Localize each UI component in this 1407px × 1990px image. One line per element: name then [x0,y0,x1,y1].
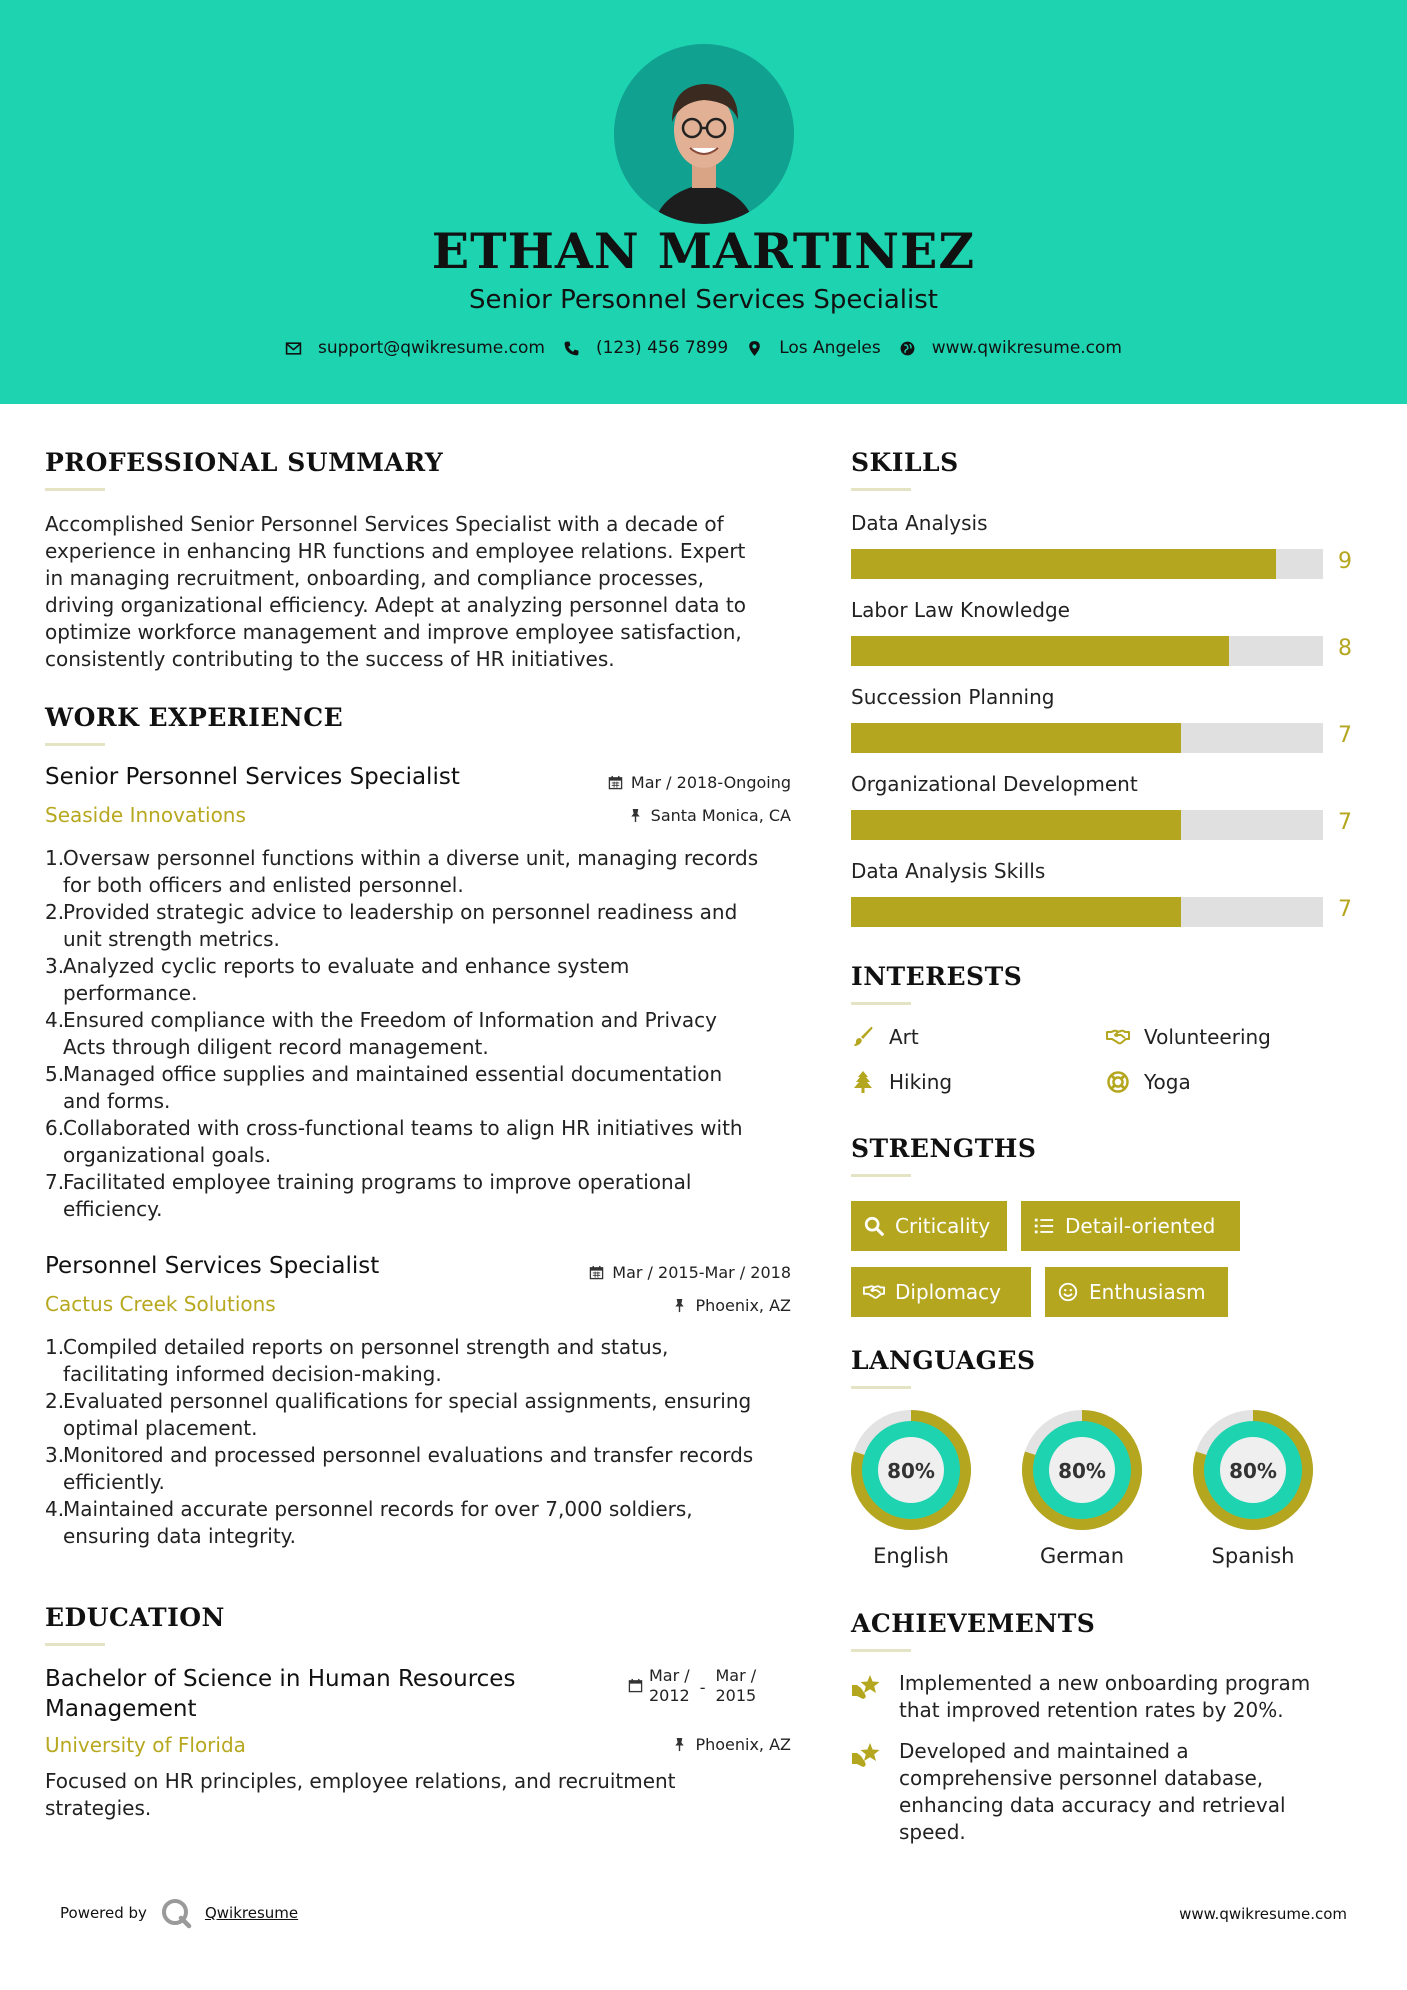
skills-rule [851,488,911,491]
qwikresume-link[interactable]: Qwikresume [204,1904,299,1922]
languages-heading: LANGUAGES [851,1346,1036,1375]
education-location: Phoenix, AZ [560,1735,791,1754]
company-name: Seaside Innovations [45,803,246,827]
achievements-heading: ACHIEVEMENTS [851,1609,1096,1638]
strengths-heading: STRENGTHS [851,1134,1037,1163]
donut-wrapper [1168,1408,1338,1532]
education-date: Mar / 2012 - Mar / 2015 [628,1666,756,1706]
job-bullets [45,845,805,1223]
strengths-rule [851,1174,911,1177]
language-donut [1020,1408,1144,1532]
interests-rule [851,1002,911,1005]
skill-score: 7 [1338,810,1352,835]
job-date: Mar / 2018-Ongoing [560,773,791,792]
skill-bar-track [851,636,1323,666]
donut-percent-label: 80% [1229,1459,1277,1483]
language-item [1168,1408,1338,1568]
list-item: 7. Facilitated employee training programs to improve operational efficiency. [45,1170,692,1221]
profile-photo [614,44,794,224]
job-date: Mar / 2015-Mar / 2018 [540,1263,791,1282]
list-icon [1033,1215,1055,1237]
list-item: 6. Collaborated with cross-functional teams to align HR initiatives with organizational goals. [45,1116,743,1167]
contact-email[interactable] [285,338,545,358]
language-donut [1191,1408,1315,1532]
donut-wrapper [997,1408,1167,1532]
skill-score: 7 [1338,897,1352,922]
contact-email-text: support@qwikresume.com [318,338,545,358]
language-item [826,1408,996,1568]
interest-item-hiking: Hiking [851,1070,952,1094]
education-description: Focused on HR principles, employee relations, and recruitment strategies. [45,1769,676,1820]
interest-item-volunteering: Volunteering [1106,1025,1271,1049]
language-label: German [1039,1544,1125,1568]
star-hand-icon [851,1672,883,1702]
candidate-title: Senior Personnel Services Specialist [469,285,938,315]
education-heading: EDUCATION [45,1603,225,1632]
skill-bar-fill [851,897,1181,927]
skill-label: Organizational Development [851,772,1138,796]
strength-tag-diplomacy: Diplomacy [851,1267,1031,1317]
search-icon [863,1215,885,1237]
calendar-icon [608,775,623,790]
pushpin-icon [672,1298,687,1313]
contact-phone[interactable] [563,338,728,358]
donut-wrapper [826,1408,996,1532]
job-bullets [45,1334,805,1550]
list-item: 1. Compiled detailed reports on personnel strength and status, facilitating informed decision-making. [45,1335,669,1386]
achievement-item: Developed and maintained a comprehensive personnel database, enhancing data accuracy and retrieval speed. [851,1738,1371,1846]
contact-location [746,338,881,358]
education-rule [45,1643,105,1646]
calendar-icon [628,1678,643,1693]
contact-phone-text: (123) 456 7899 [595,338,729,358]
list-item: 1. Oversaw personnel functions within a diverse unit, managing records for both officers and enlisted personnel. [45,846,759,897]
skill-bar-fill [851,723,1181,753]
contact-location-text: Los Angeles [779,338,881,358]
achievement-item: Implemented a new onboarding program that improved retention rates by 20%. [851,1670,1371,1724]
globe-icon [899,340,916,357]
life-ring-icon [1106,1070,1130,1094]
job-location: Santa Monica, CA [560,806,791,825]
skills-heading: SKILLS [851,448,959,477]
language-item [997,1408,1167,1568]
skill-score: 8 [1338,636,1352,661]
skill-bar-track [851,723,1323,753]
phone-icon [563,340,580,357]
interest-item-yoga: Yoga [1106,1070,1191,1094]
strength-tag-criticality: Criticality [851,1201,1007,1251]
tree-icon [851,1070,875,1094]
school-name: University of Florida [45,1733,246,1757]
skill-label: Data Analysis [851,511,988,535]
list-item: 3. Monitored and processed personnel evaluations and transfer records efficiently. [45,1443,754,1494]
candidate-name: ETHAN MARTINEZ [431,222,976,280]
qwikresume-logo-icon [159,1896,193,1930]
languages-rule [851,1386,911,1389]
company-name: Cactus Creek Solutions [45,1292,276,1316]
language-label: English [873,1544,949,1568]
skill-bar-fill [851,810,1181,840]
achievements-rule [851,1649,911,1652]
job-title: Personnel Services Specialist [45,1253,380,1279]
interests-heading: INTERESTS [851,962,1023,991]
contact-bar [0,338,1407,358]
strength-tag-enthusiasm: Enthusiasm [1045,1267,1228,1317]
handshake-icon [1106,1025,1130,1049]
language-label: Spanish [1211,1544,1295,1568]
map-marker-icon [746,340,763,357]
summary-text: Accomplished Senior Personnel Services Specialist with a decade of experience in enhancing HR functions and employee relations. Expert in managing recruitment, onboarding, and compliance processes, driving organizational efficiency. Adept at analyzing personnel data to optimize workforce management and improve employee satisfaction, consistently contributing to the success of HR initiatives. [45,512,746,671]
paintbrush-icon [851,1025,875,1049]
envelope-icon [285,340,302,357]
footer-powered-by: Powered by Qwikresume [60,1896,298,1930]
degree-title: Bachelor of Science in Human Resources Management [45,1666,516,1722]
list-item: 2. Provided strategic advice to leadership on personnel readiness and unit strength metrics. [45,900,738,951]
calendar-icon [589,1265,604,1280]
skill-label: Labor Law Knowledge [851,598,1070,622]
strength-tag-detail-oriented: Detail-oriented [1021,1201,1240,1251]
donut-percent-label: 80% [887,1459,935,1483]
interest-item-art: Art [851,1025,919,1049]
pushpin-icon [628,808,643,823]
skill-label: Succession Planning [851,685,1055,709]
list-item: 4. Ensured compliance with the Freedom of Information and Privacy Acts through diligent record management. [45,1008,718,1059]
list-item: 4. Maintained accurate personnel records for over 7,000 soldiers, ensuring data integrity. [45,1497,693,1548]
skill-score: 7 [1338,723,1352,748]
resume-header [0,0,1407,404]
summary-rule [45,488,105,491]
contact-website[interactable] [899,338,1122,358]
footer-url[interactable]: www.qwikresume.com [1179,1905,1347,1923]
skill-label: Data Analysis Skills [851,859,1046,883]
donut-percent-label: 80% [1058,1459,1106,1483]
job-title: Senior Personnel Services Specialist [45,764,460,790]
list-item: 3. Analyzed cyclic reports to evaluate and enhance system performance. [45,954,630,1005]
list-item: 2. Evaluated personnel qualifications for special assignments, ensuring optimal placement. [45,1389,752,1440]
language-donut [849,1408,973,1532]
skill-bar-fill [851,636,1229,666]
star-hand-icon [851,1740,883,1770]
summary-heading: PROFESSIONAL SUMMARY [45,448,444,477]
list-item: 5. Managed office supplies and maintained essential documentation and forms. [45,1062,723,1113]
job-location: Phoenix, AZ [560,1296,791,1315]
contact-website-text: www.qwikresume.com [931,338,1122,358]
experience-rule [45,743,105,746]
experience-heading: WORK EXPERIENCE [45,703,344,732]
skill-score: 9 [1338,549,1352,574]
skill-bar-track [851,897,1323,927]
pushpin-icon [672,1737,687,1752]
skill-bar-track [851,549,1323,579]
handshake-icon [863,1281,885,1303]
smile-icon [1057,1281,1079,1303]
skill-bar-fill [851,549,1276,579]
skill-bar-track [851,810,1323,840]
